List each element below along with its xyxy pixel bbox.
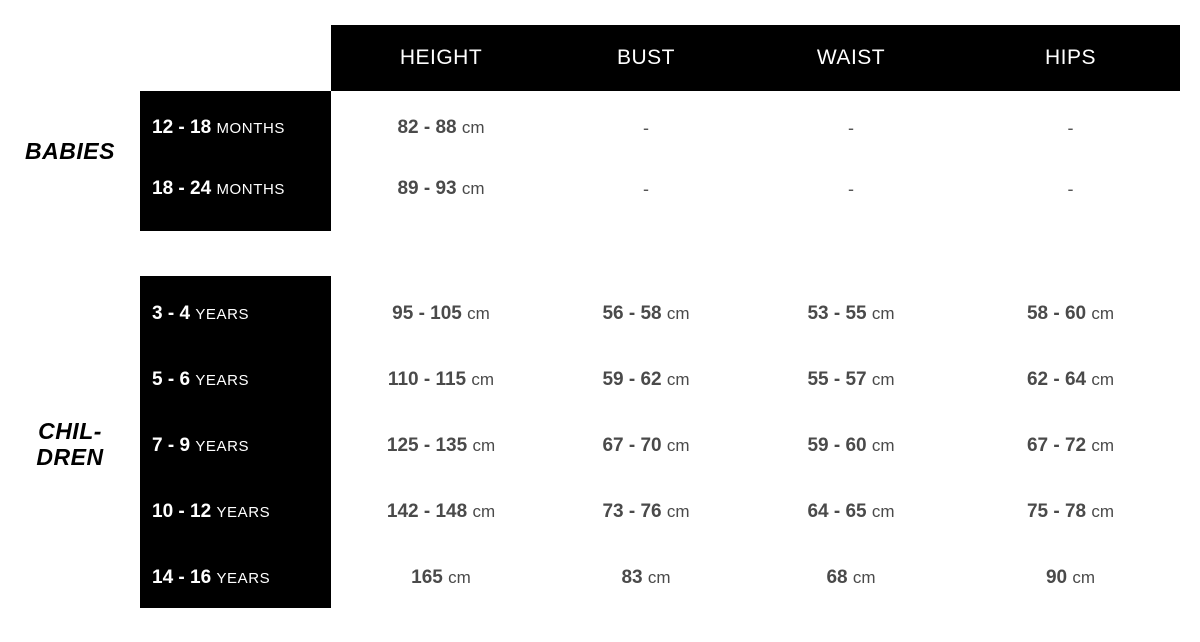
cell-bust: 83 cm (621, 567, 671, 588)
row-age-value: 18 - 24 (152, 178, 212, 199)
table-row (0, 166, 1200, 212)
cell-hips: 62 - 64 cm (1026, 369, 1115, 390)
row-age-label (152, 357, 331, 403)
cell-waist: - (848, 118, 854, 138)
cell-height: 89 - 93 cm (397, 178, 485, 199)
cell-waist: 53 - 55 cm (807, 303, 895, 324)
cell-bust: - (643, 118, 649, 138)
row-age-unit: YEARS (216, 570, 271, 587)
row-age-value: 10 - 12 (152, 501, 212, 522)
cell-bust: - (643, 179, 649, 199)
cell-height: 110 - 115 cm (387, 369, 495, 390)
cell-waist: - (848, 179, 854, 199)
column-header-height: HEIGHT (399, 46, 483, 69)
table-header-row (331, 25, 1180, 91)
cell-hips: - (1067, 179, 1074, 199)
row-age-label (152, 555, 331, 601)
cell-bust: 59 - 62 cm (602, 369, 690, 390)
cell-height: 95 - 105 cm (392, 303, 490, 324)
row-age-unit: YEARS (195, 438, 250, 455)
cell-waist: 59 - 60 cm (807, 435, 895, 456)
cell-height: 142 - 148 cm (386, 501, 496, 522)
table-row (0, 423, 1200, 469)
cell-height: 165 cm (411, 567, 471, 588)
cell-waist: 55 - 57 cm (807, 369, 895, 390)
row-age-label (152, 423, 331, 469)
cell-hips: 58 - 60 cm (1026, 303, 1115, 324)
group-label-babies: BABIES (25, 138, 115, 164)
table-row (0, 555, 1200, 601)
row-age-label (152, 291, 331, 337)
row-age-label (152, 105, 331, 151)
table-row (0, 291, 1200, 337)
row-age-value: 5 - 6 (152, 369, 191, 390)
column-header-waist: WAIST (816, 46, 886, 69)
column-header-hips: HIPS (1044, 46, 1096, 69)
row-age-unit: MONTHS (216, 181, 286, 198)
cell-hips: - (1067, 118, 1074, 138)
group-label-children-line1: CHIL- (38, 418, 102, 444)
row-age-unit: YEARS (216, 504, 271, 521)
row-age-unit: YEARS (195, 372, 250, 389)
table-row (0, 489, 1200, 535)
cell-bust: 67 - 70 cm (602, 435, 690, 456)
cell-hips: 90 cm (1045, 567, 1096, 588)
row-age-label (152, 489, 331, 535)
row-age-label (152, 166, 331, 212)
row-age-value: 12 - 18 (152, 117, 212, 138)
cell-bust: 56 - 58 cm (602, 303, 690, 324)
cell-waist: 64 - 65 cm (807, 501, 895, 522)
row-age-value: 3 - 4 (152, 303, 191, 324)
cell-bust: 73 - 76 cm (602, 501, 690, 522)
cell-hips: 67 - 72 cm (1026, 435, 1115, 456)
row-age-value: 14 - 16 (152, 567, 212, 588)
cell-hips: 75 - 78 cm (1026, 501, 1115, 522)
row-age-value: 7 - 9 (152, 435, 191, 456)
cell-height: 125 - 135 cm (386, 435, 496, 456)
table-row (0, 357, 1200, 403)
table-row (0, 105, 1200, 151)
column-header-bust: BUST (616, 46, 675, 69)
cell-height: 82 - 88 cm (397, 117, 485, 138)
group-label-children-line2: DREN (36, 444, 104, 471)
row-age-unit: YEARS (195, 306, 250, 323)
cell-waist: 68 cm (826, 567, 876, 588)
row-age-unit: MONTHS (216, 120, 286, 137)
